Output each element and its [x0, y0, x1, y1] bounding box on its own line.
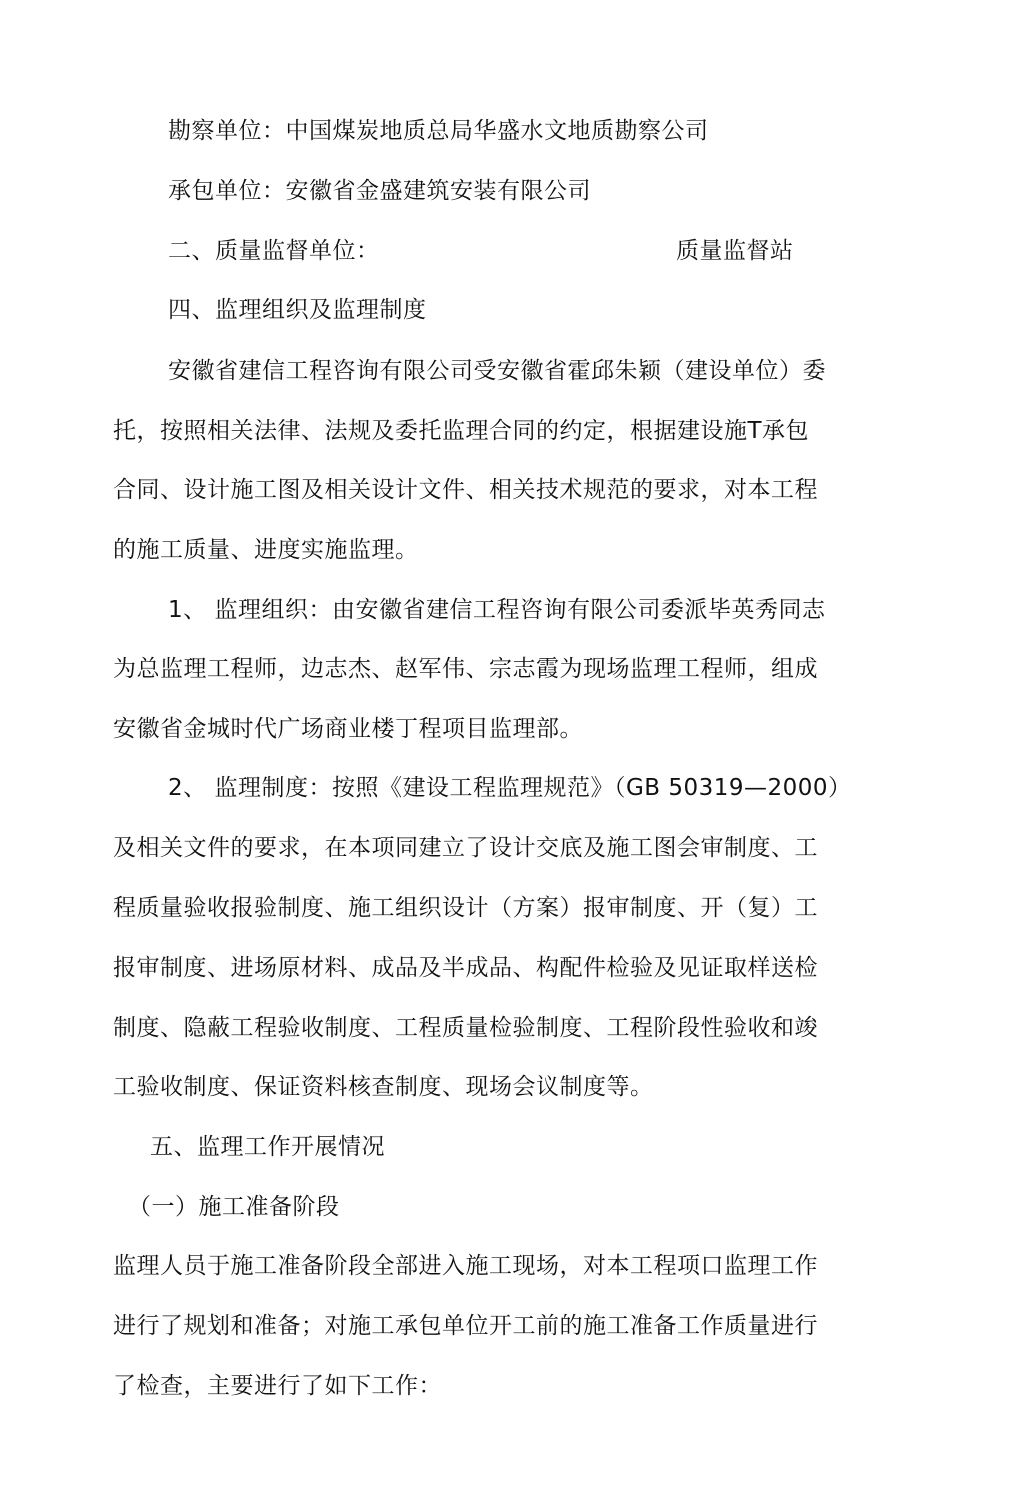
system-paragraph-line: 及相关文件的要求，在本项同建立了设计交底及施工图会审制度、工 [113, 835, 818, 861]
system-paragraph-line: 程质量验收报验制度、施工组织设计（方案）报审制度、开（复）工 [113, 895, 818, 921]
intro-paragraph-line: 的施工质量、进度实施监理。 [113, 537, 419, 563]
org-paragraph-line: 1、 监理组织：由安徽省建信工程咨询有限公司委派毕英秀同志 [168, 597, 826, 623]
system-paragraph-line: 制度、隐蔽工程验收制度、工程质量检验制度、工程阶段性验收和竣 [113, 1015, 818, 1041]
quality-supervision-value: 质量监督站 [676, 238, 794, 264]
system-paragraph-line: 报审制度、进场原材料、成品及半成品、构配件检验及见证取样送检 [113, 955, 818, 981]
section-four-heading: 四、监理组织及监理制度 [168, 297, 427, 323]
system-paragraph-line: 2、 监理制度：按照《建设工程监理规范》（GB 50319—2000） [168, 775, 852, 801]
survey-unit-line: 勘察单位：中国煤炭地质总局华盛水文地质勘察公司 [168, 118, 709, 144]
intro-paragraph-line: 托，按照相关法律、法规及委托监理合同的约定，根据建设施T承包 [113, 418, 810, 444]
intro-paragraph-line: 安徽省建信工程咨询有限公司受安徽省霍邱朱颖（建设单位）委 [168, 358, 826, 384]
prep-paragraph-line: 监理人员于施工准备阶段全部进入施工现场，对本工程项口监理工作 [113, 1253, 818, 1279]
system-paragraph-line: 工验收制度、保证资料核查制度、现场会议制度等。 [113, 1074, 654, 1100]
quality-supervision-label: 二、质量监督单位： [168, 238, 380, 264]
subsection-one-heading: （一）施工准备阶段 [128, 1194, 340, 1220]
section-five-heading: 五、监理工作开展情况 [150, 1134, 385, 1160]
org-paragraph-line: 安徽省金城时代广场商业楼丁程项目监理部。 [113, 716, 583, 742]
prep-paragraph-line: 进行了规划和准备；对施工承包单位开工前的施工准备工作质量进行 [113, 1313, 818, 1339]
contractor-unit-line: 承包单位：安徽省金盛建筑安装有限公司 [168, 178, 591, 204]
org-paragraph-line: 为总监理工程师，边志杰、赵军伟、宗志霞为现场监理工程师，组成 [113, 656, 818, 682]
prep-paragraph-line: 了检查，主要进行了如下工作： [113, 1373, 442, 1399]
intro-paragraph-line: 合同、设计施工图及相关设计文件、相关技术规范的要求，对本工程 [113, 477, 818, 503]
